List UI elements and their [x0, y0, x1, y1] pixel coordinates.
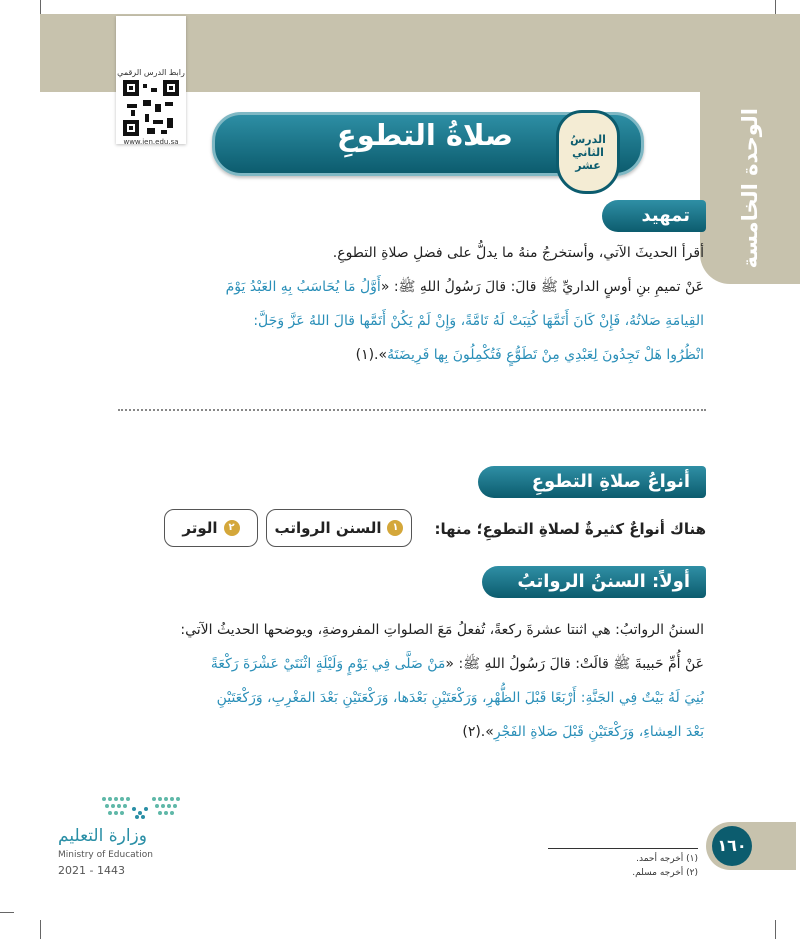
qr-url[interactable]: www.ien.edu.sa: [123, 138, 179, 146]
qr-card[interactable]: [116, 16, 186, 144]
hadith-text: بَعْدَ العِشاءِ، وَرَكْعَتَيْنِ قَبْلَ صَلاةِ الفَجْرِ: [493, 724, 704, 740]
gear-icon: ٢: [224, 520, 240, 536]
hadith-text: أَوَّلُ مَا يُحَاسَبُ بِهِ العَبْدُ يَوْمَ: [225, 279, 381, 295]
hadith-line: [110, 270, 704, 304]
hadith-line: القِيامَةِ صَلاتُهُ، فَإِنْ كَانَ أَتَمَّهَا كُتِبَتْ لَهُ تَامَّةً، وَإِنْ لَمْ يَكُنْ أَتَمَّها قالَ اللهُ عَزَّ وَجَلَّ:: [253, 313, 704, 329]
hadith-line: [110, 647, 704, 681]
hadith-line: [110, 338, 704, 372]
gear-icon: ١: [387, 520, 403, 536]
hadith-text: مَنْ صَلَّى فِي يَوْمٍ وَلَيْلَةٍ اثْنَتَيْ عَشْرَةَ رَكْعَةً: [210, 656, 446, 672]
rawatib-definition: السننُ الرواتبُ: هي اثنتا عشرةَ ركعةً، تُفعلُ مَعَ الصلواتِ المفروضةِ، ويوضحها الحديثُ الآتي:: [180, 622, 704, 638]
footnote-rule: [548, 848, 698, 849]
unit-label: الوحدة الخامسة: [738, 107, 762, 269]
crop-mark: [40, 0, 41, 14]
page-number-tab: [706, 822, 796, 870]
section-heading-types: أنواعُ صلاةِ التطوعِ: [478, 466, 706, 498]
footnote-2: (٢) أخرجه مسلم.: [632, 868, 698, 878]
types-sentence: هناك أنواعٌ كثيرةٌ لصلاةِ التطوعِ؛ منها:: [434, 520, 706, 538]
crop-mark: [775, 920, 776, 939]
type-pill-rawatib[interactable]: [266, 509, 412, 547]
footnote-1: (١) أخرجه أحمد.: [636, 854, 698, 864]
edition-year: 2021 - 1443: [58, 864, 125, 877]
section-heading-rawatib: أولاً: السننُ الرواتبُ: [482, 566, 706, 598]
qr-title: رابط الدرس الرقمي: [117, 68, 185, 77]
hadith-narrator: عَنْ تميمِ بنِ أوسٍ الداريِّ ﷺ قالَ: قالَ رَسُولُ اللهِ ﷺ: «: [380, 279, 704, 295]
ministry-name-ar: وزارة التعليم: [58, 826, 147, 846]
hadith-reference: ».(١): [355, 347, 388, 363]
pill-label: السنن الرواتب: [274, 519, 382, 537]
crop-mark: [775, 0, 776, 14]
type-pill-witr[interactable]: [164, 509, 258, 547]
hadith-text: انْظُرُوا هَلْ تَجِدُونَ لِعَبْدِي مِنْ تَطَوُّعٍ فَتُكْمِلُونَ بِها فَرِيضَتَهُ: [387, 347, 704, 363]
lesson-number-badge: الدرسُ الثاني عشر: [556, 110, 620, 194]
section-divider: [118, 409, 706, 411]
lesson-title: صلاةُ التطوعِ: [336, 118, 514, 152]
hadith-narrator: عَنْ أُمِّ حَبيبةَ ﷺ قالَتْ: قالَ رَسُولُ اللهِ ﷺ: «: [445, 656, 704, 672]
crop-mark: [0, 912, 14, 913]
page-number: ١٦٠: [712, 826, 752, 866]
pill-label: الوتر: [182, 519, 218, 537]
ministry-name-en: Ministry of Education: [58, 850, 153, 860]
crop-mark: [40, 920, 41, 939]
hadith-line: بُنِيَ لَهُ بَيْتٌ فِي الجَنَّةِ: أَرْبَعًا قَبْلَ الظُّهْرِ، وَرَكْعَتَيْنِ بَعْدَها، وَرَكْعَتَيْنِ بَعْدَ المَغْرِبِ، وَرَكْعَتَيْنِ: [216, 690, 704, 706]
hadith-line: [110, 715, 704, 749]
section-heading-intro: تمهيد: [602, 200, 706, 232]
intro-instruction: أقرأ الحديثَ الآتي، وأستخرجُ منهُ ما يدلُّ على فضلِ صلاةِ التطوعِ.: [332, 245, 704, 261]
ministry-logo-icon: [98, 795, 188, 821]
qr-code-icon[interactable]: [123, 80, 179, 136]
hadith-reference: ».(٢): [462, 724, 494, 740]
